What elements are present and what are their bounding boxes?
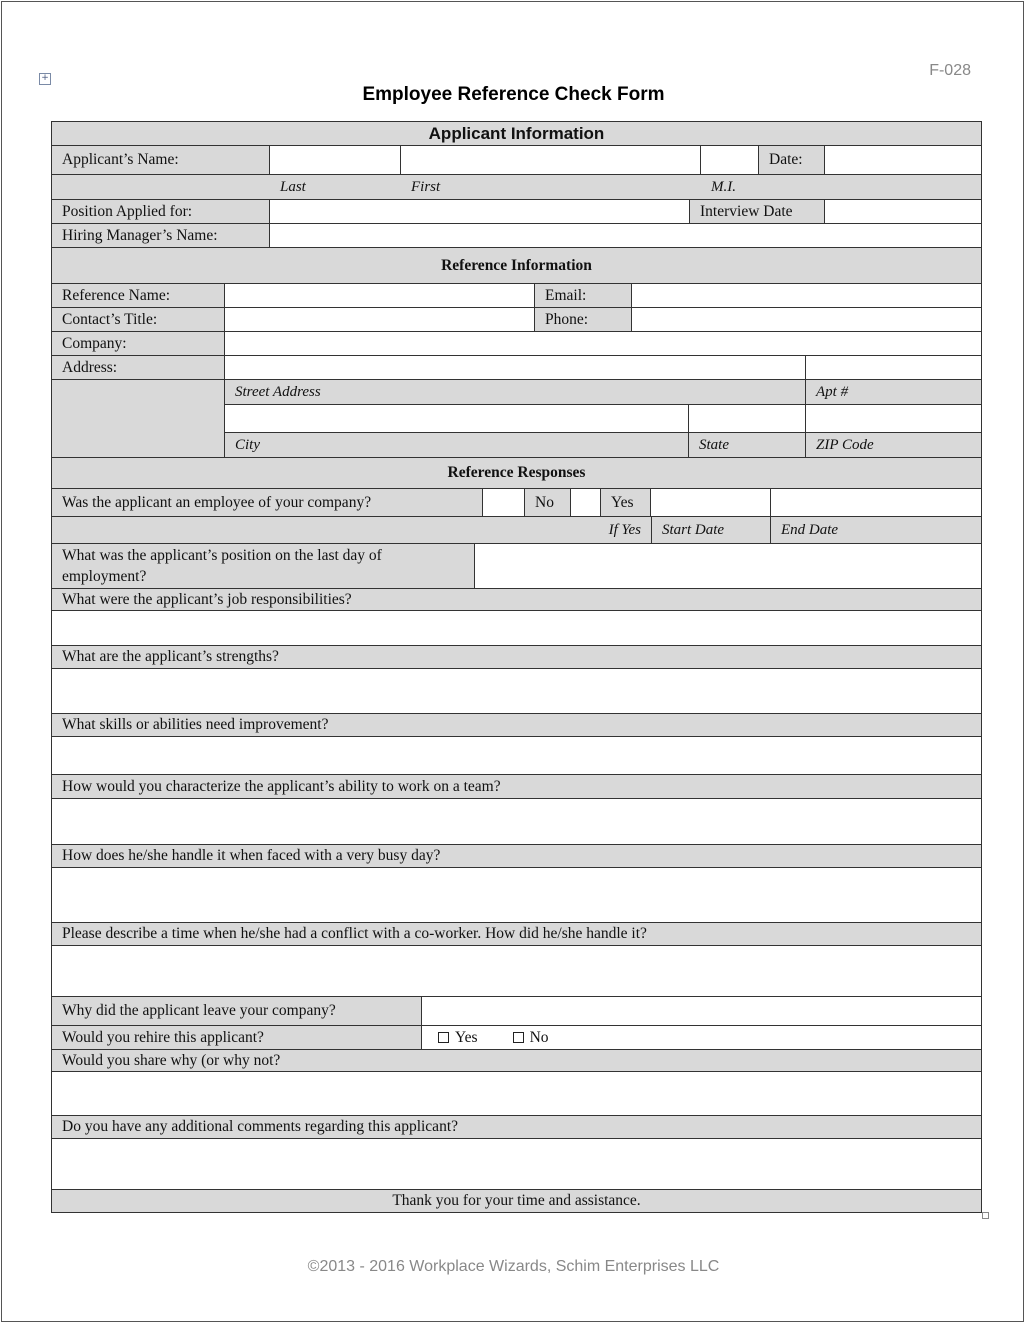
- apt-field[interactable]: [806, 356, 981, 379]
- rehire-row: [52, 1026, 981, 1050]
- employee-yes-checkbox[interactable]: [571, 489, 601, 516]
- position-row: [52, 200, 981, 224]
- contact-title-row: [52, 308, 981, 332]
- city-hint: City: [225, 433, 689, 457]
- dates-hint-row: [52, 517, 981, 544]
- comments-question: Do you have any additional comments regarding this applicant?: [62, 1118, 458, 1135]
- state-hint: State: [689, 433, 806, 457]
- mi-hint: M.I.: [711, 178, 736, 195]
- state-field[interactable]: [689, 405, 806, 432]
- email-field[interactable]: [632, 284, 981, 307]
- applicant-heading: Applicant Information: [428, 123, 605, 143]
- street-address-field[interactable]: [225, 356, 806, 379]
- rehire-yes-label: Yes: [455, 1028, 478, 1046]
- share-question: Would you share why (or why not?: [62, 1051, 281, 1069]
- interview-date-field[interactable]: [825, 200, 981, 223]
- city-field[interactable]: [225, 405, 689, 432]
- manager-label: Hiring Manager’s Name:: [52, 224, 270, 247]
- email-label: Email:: [535, 284, 632, 307]
- busy-day-field[interactable]: [52, 868, 981, 922]
- conflict-question: Please describe a time when he/she had a conflict with a co-worker. How did he/she handle it?: [62, 925, 647, 942]
- reference-name-field[interactable]: [225, 284, 535, 307]
- apt-hint: Apt #: [816, 383, 849, 400]
- applicant-name-row: [52, 146, 981, 175]
- address-row: [52, 356, 981, 380]
- team-field[interactable]: [52, 799, 981, 844]
- zip-field[interactable]: [806, 405, 981, 432]
- company-label: Company:: [52, 332, 225, 355]
- date-label: Date:: [759, 146, 825, 174]
- reference-name-label: Reference Name:: [52, 284, 225, 307]
- position-label: Position Applied for:: [52, 200, 270, 223]
- rehire-yes-checkbox[interactable]: [438, 1032, 449, 1043]
- rehire-no-label: No: [529, 1028, 549, 1046]
- comments-field[interactable]: [52, 1139, 981, 1189]
- end-date-hint: End Date: [781, 521, 839, 538]
- share-field[interactable]: [52, 1072, 981, 1115]
- team-question: How would you characterize the applicant’s ability to work on a team?: [62, 777, 501, 795]
- company-field[interactable]: [225, 332, 981, 355]
- reference-check-form: [51, 121, 982, 1213]
- strengths-field[interactable]: [52, 669, 981, 713]
- form-code: F-028: [929, 62, 971, 79]
- last-position-field[interactable]: [475, 544, 981, 588]
- employee-yes-label: Yes: [601, 489, 651, 516]
- employee-question: Was the applicant an employee of your company?: [52, 489, 483, 516]
- employee-no-label: No: [525, 489, 571, 516]
- leave-question-row: [52, 997, 981, 1026]
- manager-row: [52, 224, 981, 248]
- position-question: What was the applicant’s position on the last day of employment?: [52, 544, 475, 588]
- interview-date-label: Interview Date: [690, 200, 825, 223]
- street-address-hint: Street Address: [225, 380, 806, 404]
- reference-name-row: [52, 284, 981, 308]
- thank-you-note: Thank you for your time and assistance.: [392, 1192, 641, 1209]
- responsibilities-field[interactable]: [52, 611, 981, 645]
- rehire-question: Would you rehire this applicant?: [52, 1026, 422, 1049]
- leave-question: Why did the applicant leave your company?: [52, 997, 422, 1025]
- employee-no-checkbox[interactable]: [483, 489, 525, 516]
- address-block: [52, 380, 981, 458]
- last-hint: Last: [280, 178, 306, 195]
- applicant-mi-field[interactable]: [701, 146, 759, 174]
- name-hints-row: [52, 175, 981, 200]
- applicant-name-label: Applicant’s Name:: [52, 146, 270, 174]
- applicant-last-name-field[interactable]: [270, 146, 401, 174]
- contact-title-label: Contact’s Title:: [52, 308, 225, 331]
- end-date-field[interactable]: [771, 489, 981, 516]
- strengths-question: What are the applicant’s strengths?: [62, 648, 279, 665]
- manager-field[interactable]: [270, 224, 981, 247]
- improvement-field[interactable]: [52, 737, 981, 774]
- busy-day-question: How does he/she handle it when faced with a very busy day?: [62, 847, 441, 864]
- reference-section-header: [52, 248, 981, 284]
- phone-label: Phone:: [535, 308, 632, 331]
- first-hint: First: [411, 178, 441, 195]
- zip-hint: ZIP Code: [816, 436, 874, 453]
- responses-section-header: [52, 458, 981, 489]
- table-move-handle-icon[interactable]: +: [39, 73, 51, 85]
- reference-heading: Reference Information: [441, 256, 592, 274]
- responses-heading: Reference Responses: [447, 464, 586, 481]
- responsibilities-question: What were the applicant’s job responsibilities?: [62, 590, 352, 608]
- copyright-footer: ©2013 - 2016 Workplace Wizards, Schim Enterprises LLC: [307, 1258, 720, 1275]
- leave-reason-field[interactable]: [422, 997, 981, 1025]
- rehire-no-checkbox[interactable]: [513, 1032, 524, 1043]
- applicant-section-header: [52, 122, 981, 146]
- address-label: Address:: [52, 356, 225, 379]
- page-title: Employee Reference Check Form: [362, 84, 665, 105]
- start-date-hint: Start Date: [651, 517, 771, 543]
- company-row: [52, 332, 981, 356]
- improvement-question: What skills or abilities need improvement?: [62, 716, 329, 733]
- employee-question-row: [52, 489, 981, 517]
- start-date-field[interactable]: [651, 489, 771, 516]
- position-question-row: [52, 544, 981, 589]
- conflict-field[interactable]: [52, 946, 981, 996]
- date-field[interactable]: [825, 146, 981, 174]
- if-yes-hint: If Yes: [608, 521, 641, 538]
- contact-title-field[interactable]: [225, 308, 535, 331]
- phone-field[interactable]: [632, 308, 981, 331]
- table-resize-handle[interactable]: [982, 1212, 989, 1219]
- applicant-first-name-field[interactable]: [401, 146, 701, 174]
- position-field[interactable]: [270, 200, 690, 223]
